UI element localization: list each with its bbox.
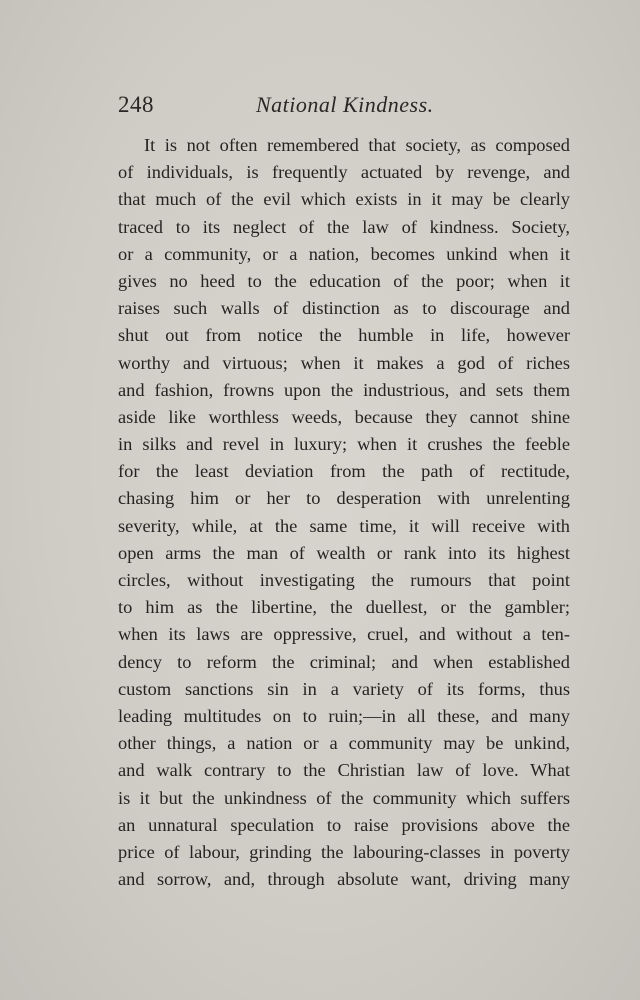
text-line: and fashion, frowns upon the industrious, and sets them: [118, 379, 570, 400]
text-line: gives no heed to the education of the poor; when it: [118, 270, 570, 291]
text-line: raises such walls of distinction as to discourage and: [118, 298, 570, 319]
page-number: 248: [118, 92, 154, 117]
text-line: or a community, or a nation, becomes unkind when it: [118, 243, 570, 264]
text-line: It is not often remembered that society, as composed: [144, 135, 570, 155]
text-line: an unnatural speculation to raise provisions above the: [118, 814, 570, 835]
text-line: worthy and virtuous; when it makes a god of riches: [118, 352, 570, 373]
text-line: dency to reform the criminal; and when established: [118, 651, 570, 672]
text-line: for the least deviation from the path of rectitude,: [118, 461, 570, 482]
text-line: open arms the man of wealth or rank into its highest: [118, 542, 570, 563]
text-line: custom sanctions sin in a variety of its forms, thus: [118, 678, 570, 699]
text-line: price of labour, grinding the labouring-classes in poverty: [118, 841, 570, 862]
text-line: in silks and revel in luxury; when it crushes the feeble: [118, 434, 570, 455]
text-line: to him as the libertine, the duellest, or the gambler;: [118, 597, 570, 618]
text-line: when its laws are oppressive, cruel, and without a ten-: [118, 624, 570, 645]
text-line: is it but the unkindness of the community which suffers: [118, 787, 570, 808]
text-line: leading multitudes on to ruin;—in all these, and many: [118, 705, 570, 726]
text-line: other things, a nation or a community may be unkind,: [118, 733, 570, 754]
text-line: circles, without investigating the rumours that point: [118, 570, 570, 590]
text-line: of individuals, is frequently actuated by revenge, and: [118, 162, 570, 183]
page-header: [118, 92, 570, 122]
text-line: and walk contrary to the Christian law of love. What: [118, 760, 570, 781]
text-line: and sorrow, and, through absolute want, driving many: [118, 869, 570, 890]
text-line: severity, while, at the same time, it will receive with: [118, 515, 570, 536]
text-line: that much of the evil which exists in it may be clearly: [118, 189, 570, 210]
text-line: aside like worthless weeds, because they cannot shine: [118, 406, 570, 427]
text-line: chasing him or her to desperation with unrelenting: [118, 488, 570, 509]
body-paragraph: [118, 132, 570, 893]
running-title: National Kindness.: [256, 92, 434, 117]
text-line: shut out from notice the humble in life, however: [118, 325, 570, 346]
text-line: traced to its neglect of the law of kindness. Society,: [118, 216, 570, 237]
